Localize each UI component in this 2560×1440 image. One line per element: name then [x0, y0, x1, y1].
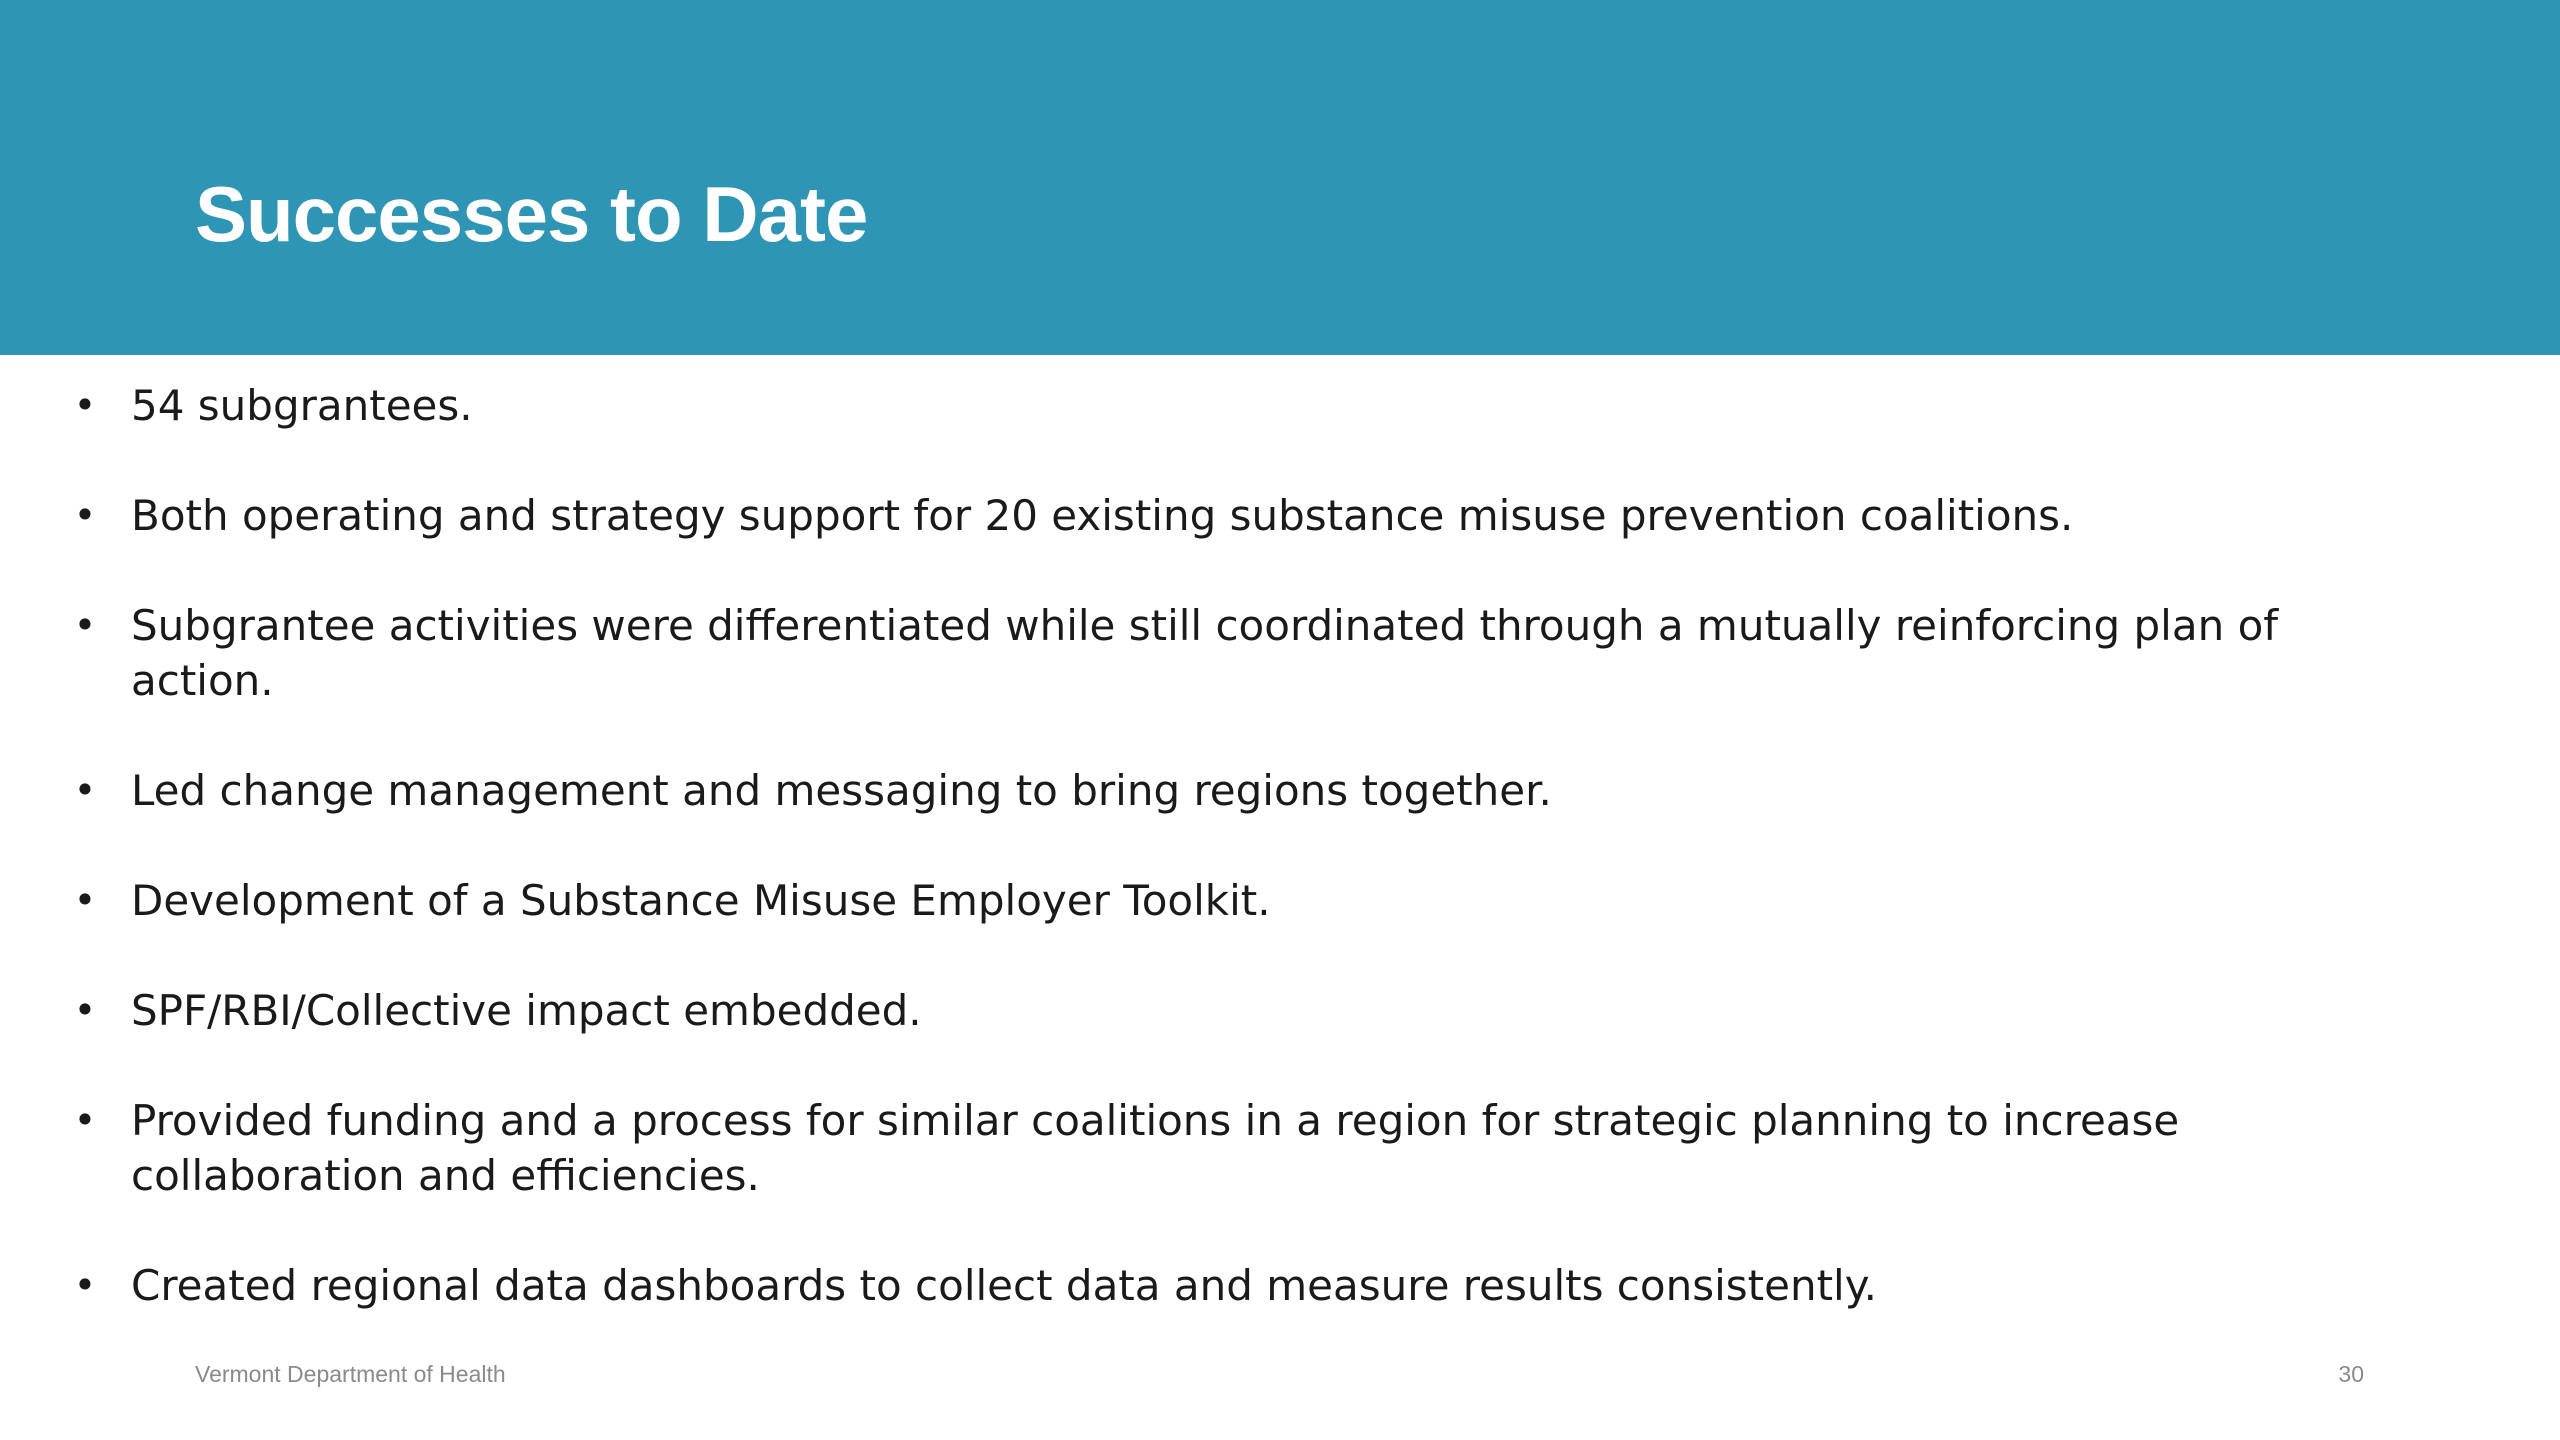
bullet-item — [0, 598, 2560, 708]
bullet-marker: • — [73, 768, 97, 812]
bullet-marker: • — [73, 383, 97, 427]
bullet-text: Provided funding and a process for similar coalitions in a region for strategic planning to increase collaboration and efficiencies. — [131, 1096, 2180, 1200]
bullet-item — [0, 378, 2560, 433]
bullet-item — [0, 983, 2560, 1038]
bullet-list — [0, 378, 2560, 1368]
bullet-marker: • — [73, 603, 97, 647]
footer-organization: Vermont Department of Health — [195, 1361, 506, 1387]
bullet-item — [0, 1093, 2560, 1203]
bullet-text: SPF/RBI/Collective impact embedded. — [131, 986, 922, 1035]
bullet-text: Led change management and messaging to bring regions together. — [131, 766, 1552, 815]
bullet-item — [0, 488, 2560, 543]
bullet-marker: • — [73, 1098, 97, 1142]
bullet-text: Created regional data dashboards to collect data and measure results consistently. — [131, 1261, 1877, 1310]
bullet-item — [0, 763, 2560, 818]
bullet-marker: • — [73, 493, 97, 537]
bullet-text: Development of a Substance Misuse Employer Toolkit. — [131, 876, 1271, 925]
bullet-text: Subgrantee activities were differentiated while still coordinated through a mutually reinforcing plan of action. — [131, 601, 2279, 705]
footer-page-number: 30 — [2338, 1361, 2364, 1387]
bullet-item — [0, 873, 2560, 928]
bullet-text: Both operating and strategy support for 20 existing substance misuse prevention coalitions. — [131, 491, 2074, 540]
bullet-marker: • — [73, 988, 97, 1032]
bullet-marker: • — [73, 878, 97, 922]
bullet-item — [0, 1258, 2560, 1313]
slide-title: Successes to Date — [195, 170, 868, 258]
bullet-text: 54 subgrantees. — [131, 381, 473, 430]
bullet-marker: • — [73, 1263, 97, 1307]
